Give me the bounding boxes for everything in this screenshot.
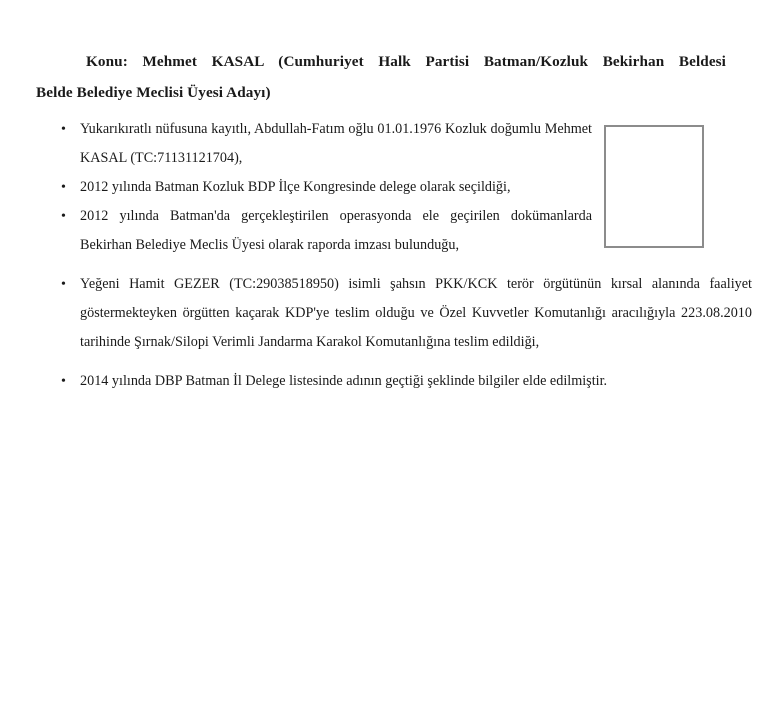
photo-placeholder-box bbox=[604, 125, 704, 248]
bullet-icon: • bbox=[61, 374, 66, 389]
list-item-text: Yukarıkıratlı nüfusuna kayıtlı, Abdullah-Fatım oğlu 01.01.1976 Kozluk doğumlu Mehmet KASAL (TC:71131121704), bbox=[80, 121, 592, 166]
page-title-line-2: Belde Belediye Meclisi Üyesi Adayı) bbox=[36, 84, 271, 101]
page-title-line-1: Konu: Mehmet KASAL (Cumhuriyet Halk Partisi Batman/Kozluk Bekirhan Beldesi bbox=[86, 53, 726, 70]
list-item bbox=[56, 173, 592, 202]
list-item bbox=[56, 367, 752, 396]
list-item bbox=[56, 115, 592, 173]
list-item-text: 2012 yılında Batman Kozluk BDP İlçe Kongresinde delege olarak seçildiği, bbox=[80, 179, 511, 195]
list-item-text: Yeğeni Hamit GEZER (TC:29038518950) isimli şahsın PKK/KCK terör örgütünün kırsal alanında faaliyet göstermekteyken örgütten kaçarak KDP'ye teslim olduğu ve Özel Kuvvetler Komutanlığı aracılığıyla 223.08.2010 tarihinde Şırnak/Silopi Verimli Jandarma Karakol Komutanlığına teslim edildiği, bbox=[80, 276, 752, 350]
list-item bbox=[56, 270, 752, 357]
bullet-icon: • bbox=[61, 180, 66, 195]
bullet-icon: • bbox=[61, 122, 66, 137]
page-title bbox=[36, 46, 726, 108]
list-item-text: 2012 yılında Batman'da gerçekleştirilen operasyonda ele geçirilen dokümanlarda Bekirhan Belediye Meclis Üyesi olarak raporda imzası bulunduğu, bbox=[80, 208, 592, 253]
list-item bbox=[56, 202, 592, 260]
bullet-icon: • bbox=[61, 209, 66, 224]
bullet-icon: • bbox=[61, 277, 66, 292]
list-item-text: 2014 yılında DBP Batman İl Delege listesinde adının geçtiği şeklinde bilgiler elde edilmiştir. bbox=[80, 373, 608, 389]
